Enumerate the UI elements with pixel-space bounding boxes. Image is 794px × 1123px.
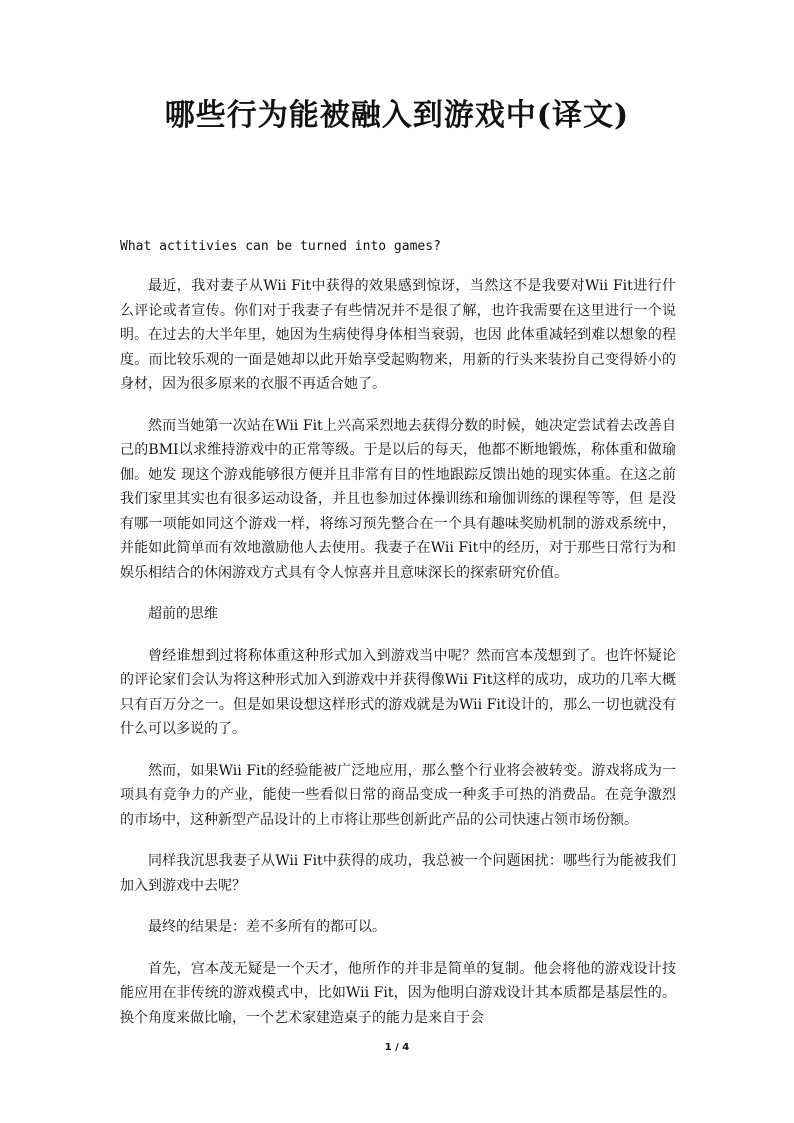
document-title: 哪些行为能被融入到游戏中(译文) [164,98,630,133]
document-body [120,236,676,1047]
section-heading: 超前的思维 [148,606,218,622]
paragraph-5: 同样我沉思我妻子从Wii Fit中获得的成功，我总被一个问题困扰：哪些行为能被我们加入到游戏中去呢？ [120,853,676,894]
paragraph-6: 最终的结果是：差不多所有的都可以。 [148,919,386,935]
english-subtitle: What actitivies can be turned into games? [120,239,441,254]
paragraph-3: 曾经谁想到过将称体重这种形式加入到游戏当中呢？然而宫本茂想到了。也许怀疑论的评论家们会认为将这种形式加入到游戏中并获得像Wii Fit这样的成功，成功的几率大概只有百万分之一。但是如果设想这样形式的游戏就是为Wii Fit设计的，那么一切也就没有什么可以多说的了。 [120,647,676,737]
page-number: 1 / 4 [384,1042,410,1053]
paragraph-1: 最近，我对妻子从Wii Fit中获得的效果感到惊讶，当然这不是我要对Wii Fit进行什么评论或者宣传。你们对于我妻子有些情况并不是很了解，也许我需要在这里进行一个说明。在过去的大半年里，她因为生病使得身体相当衰弱，也因 此体重减轻到难以想象的程度。而比较乐观的一面是她却以此开始享受起购物来，用新的行头来装扮自己变得娇小的身材，因为很多原来的衣服不再适合她了。 [120,278,676,392]
paragraph-7: 首先，宫本茂无疑是一个天才，他所作的并非是简单的复制。他会将他的游戏设计技能应用在非传统的游戏模式中，比如Wii Fit，因为他明白游戏设计其本质都是基层性的。换个角度来做比喻，一个艺术家建造桌子的能力是来自于会 [120,960,676,1026]
paragraph-4: 然而，如果Wii Fit的经验能被广泛地应用，那么整个行业将会被转变。游戏将成为一项具有竞争力的产业，能使一些看似日常的商品变成一种炙手可热的消费品。在竞争激烈的市场中，这种新型产品设计的上市将让那些创新此产品的公司快速占领市场份额。 [120,762,676,828]
paragraph-2: 然而当她第一次站在Wii Fit上兴高采烈地去获得分数的时候，她决定尝试着去改善自己的BMI以求维持游戏中的正常等级。于是以后的每天，他都不断地锻炼，称体重和做瑜伽。她发 现这个游戏能够很方便并且非常有目的性地跟踪反馈出她的现实体重。在这之前我们家里其实也有很多运动设备，并且也参加过体操训练和瑜伽训练的课程等等，但 是没有哪一项能如同这个游戏一样，将练习预先整合在一个具有趣味奖励机制的游戏系统中，并能如此简单而有效地激励他人去使用。我妻子在Wii Fit中的经历，对于那些日常行为和娱乐相结合的休闲游戏方式具有令人惊喜并且意味深长的探索研究价值。 [120,417,676,581]
